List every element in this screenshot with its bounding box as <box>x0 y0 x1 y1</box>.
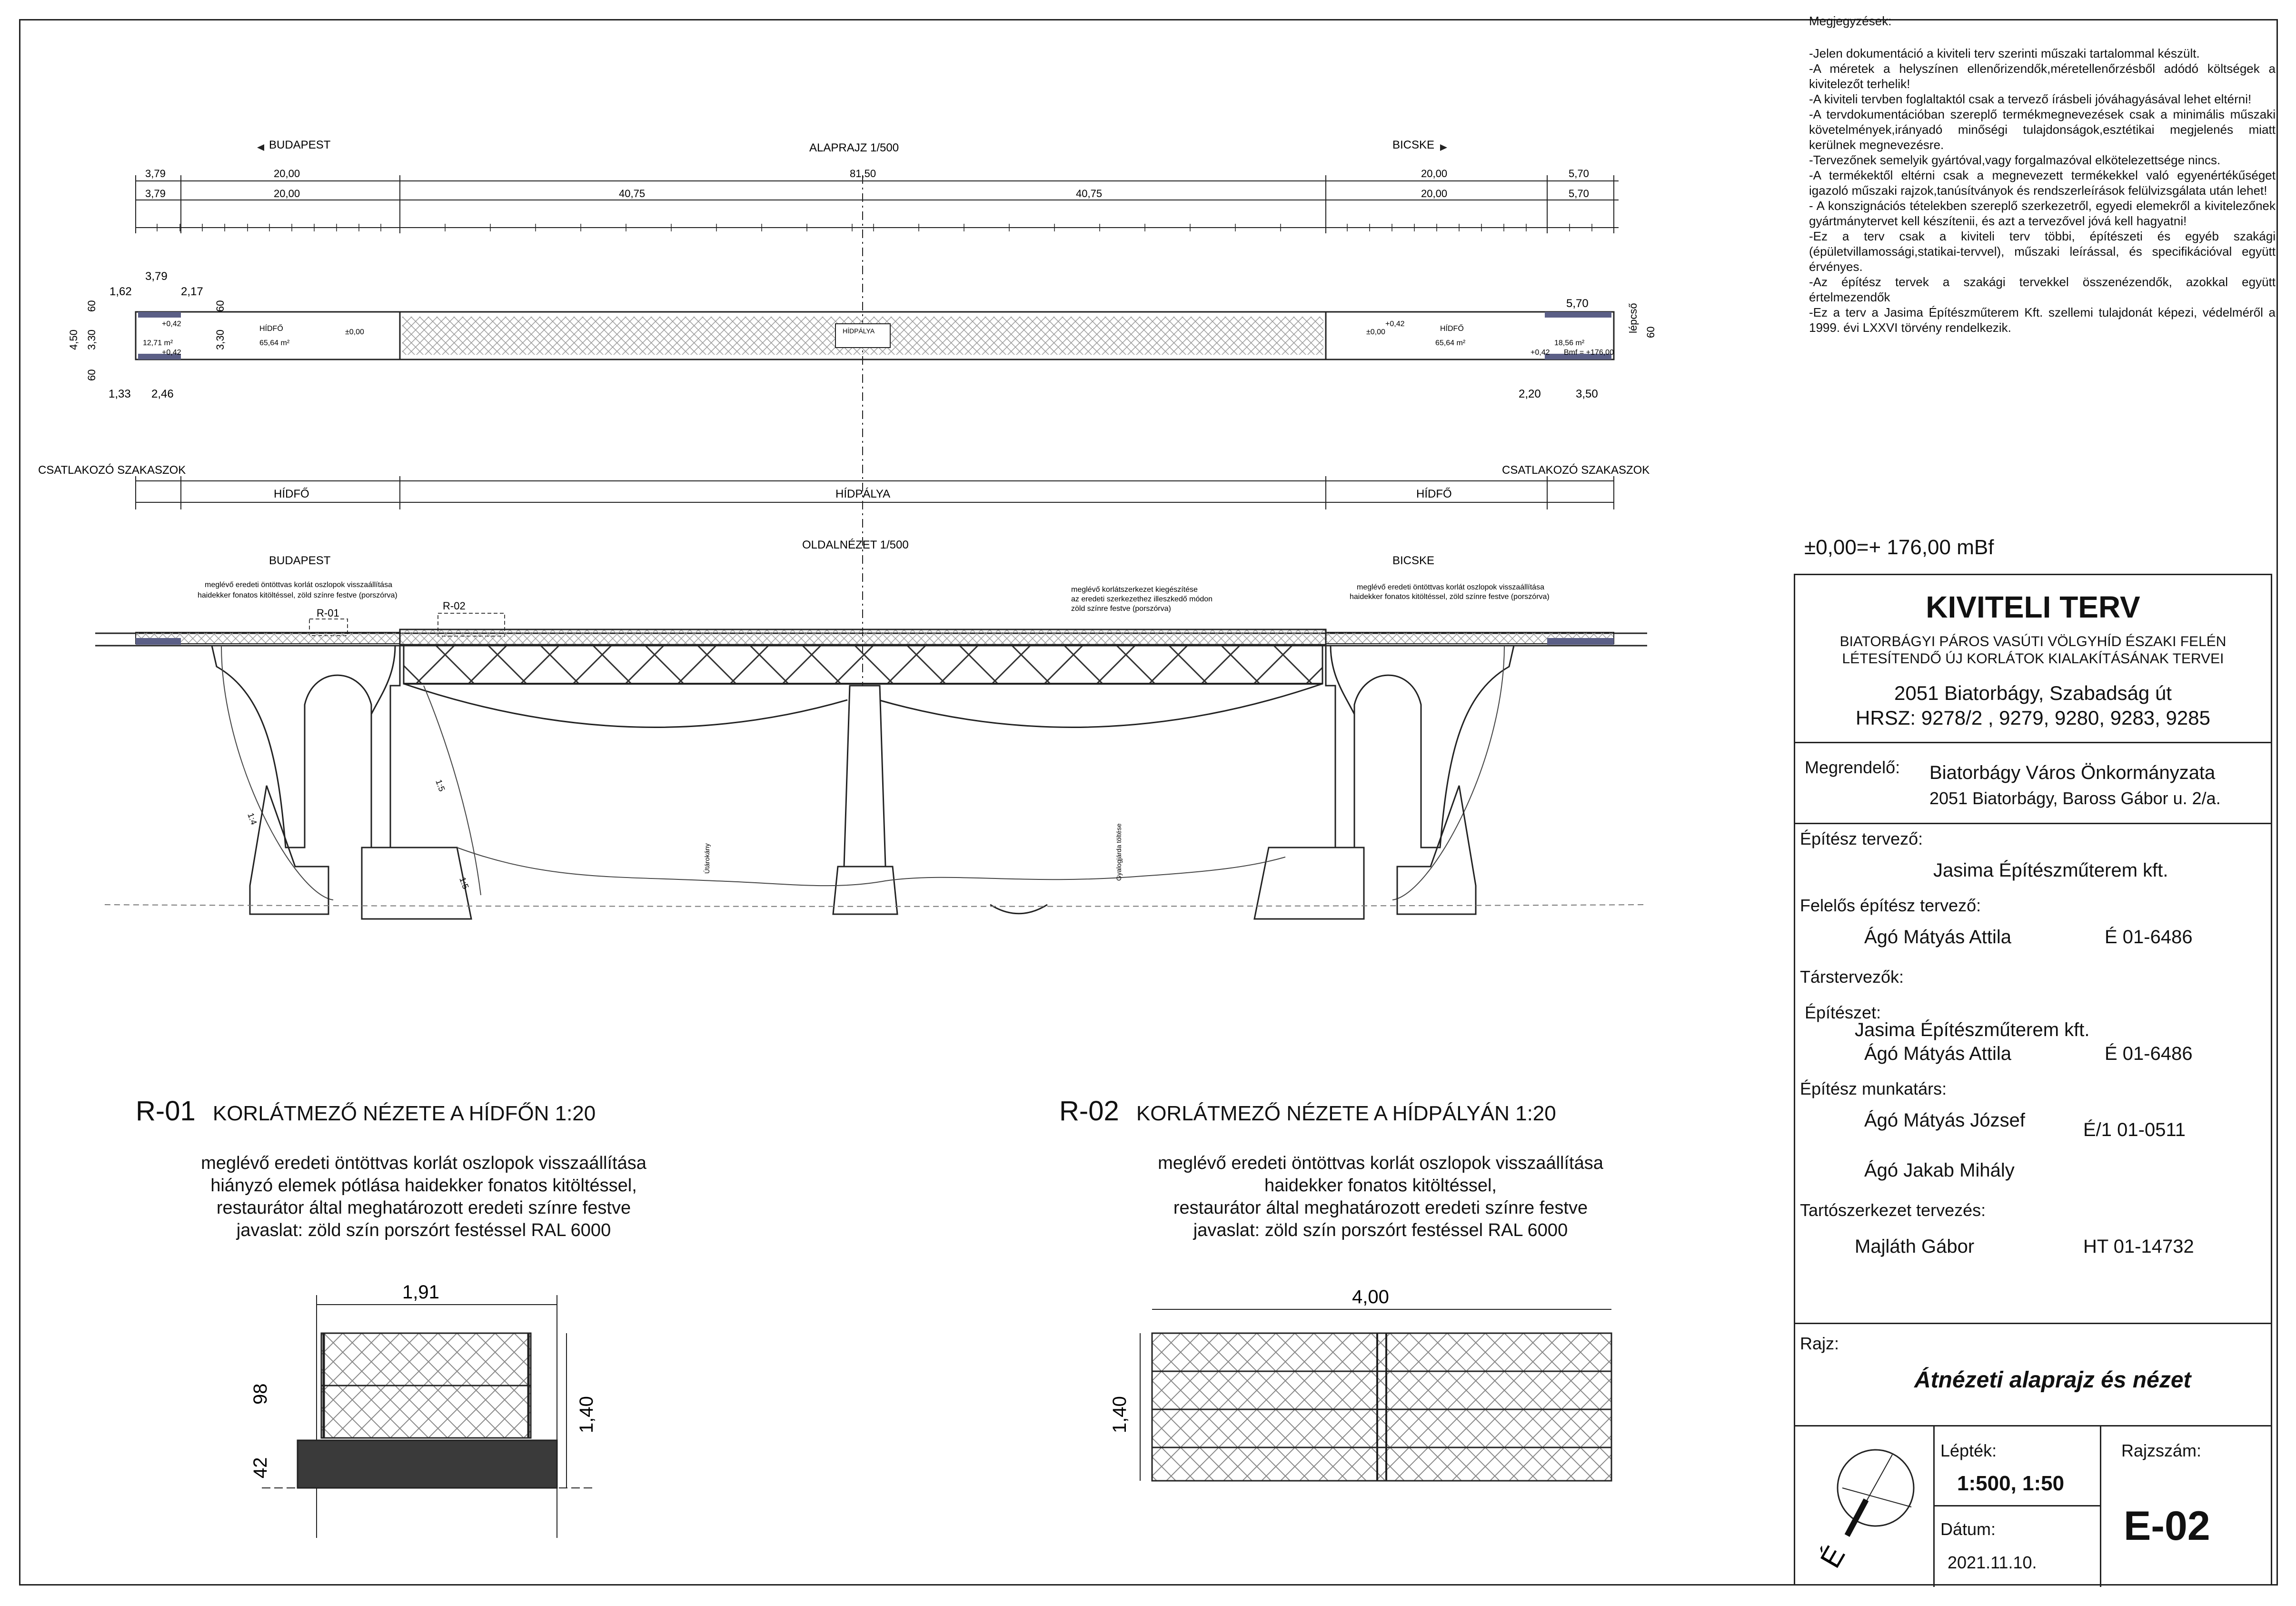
plan-label-left: HÍDFŐ <box>259 325 283 333</box>
elevation-ref-r02: R-02 <box>443 600 466 612</box>
plan-dim-10: 20,00 <box>1421 188 1448 200</box>
architect-name: Jasima Építészműterem kft. <box>1933 860 2168 881</box>
client-cell <box>1795 742 2271 823</box>
note-item: -Az építész tervek a szakági tervekkel összenézendők, azokkal együtt értelmezendők <box>1809 275 2276 304</box>
r01-code: R-01 <box>136 1096 196 1127</box>
plan-level-7: Bmf = +176,00 <box>1564 349 1614 357</box>
elevation-left-town: BUDAPEST <box>269 554 331 567</box>
drawing-cell <box>1795 1323 2271 1425</box>
architecture-sub-firm: Jasima Építészműterem kft. <box>1855 1019 2090 1040</box>
r02-railing-view <box>1109 1287 1611 1481</box>
title-block <box>1794 574 2272 1586</box>
plan-dim-3: 81,50 <box>850 168 876 180</box>
r02-desc-line: restaurátor által meghatározott eredeti színre festve <box>1173 1198 1588 1218</box>
elevation-note-mid-3: zöld színre festve (porszórva) <box>1071 605 1171 613</box>
section-right-joint: CSATLAKOZÓ SZAKASZOK <box>1502 464 1650 477</box>
scale-value: 1:500, 1:50 <box>1957 1472 2065 1495</box>
section-right-abutment: HÍDFŐ <box>1416 488 1452 500</box>
section-left-abutment: HÍDFŐ <box>274 488 309 500</box>
assistant-1-reg: É/1 01-0511 <box>2083 1119 2186 1140</box>
r02-desc-line: haidekker fonatos kitöltéssel, <box>1264 1176 1497 1196</box>
plan-dim-8: 40,75 <box>619 188 646 200</box>
project-subtitle-line-1: BIATORBÁGYI PÁROS VASÚTI VÖLGYHÍD ÉSZAKI FELÉN <box>1839 634 2226 649</box>
section-deck: HÍDPÁLYA <box>835 488 891 500</box>
r01-desc-line: meglévő eredeti öntöttvas korlát oszlopok visszaállítása <box>201 1153 646 1173</box>
plan-left-dim-6: 60 <box>86 300 98 312</box>
plan-right-dim-4: 2,20 <box>1519 388 1541 400</box>
elevation-ground-1: Útárokány <box>703 843 711 874</box>
client-label: Megrendelő: <box>1805 758 1900 777</box>
elevation-slope-1: 1:4 <box>246 811 259 826</box>
plan-title: ALAPRAJZ 1/500 <box>809 141 899 154</box>
plan-label-mid: HÍDPÁLYA <box>843 327 875 335</box>
r01-description <box>162 1152 686 1242</box>
plan-left-dim-2: 3,79 <box>145 270 168 283</box>
plan-left-dim-10: 1,33 <box>109 388 131 400</box>
elevation-title: OLDALNÉZET 1/500 <box>802 539 909 551</box>
r01-railing-view <box>250 1282 597 1538</box>
date-label: Dátum: <box>1940 1519 1996 1539</box>
plan-level-3: ±0,00 <box>345 328 364 336</box>
plan-type-title: KIVITELI TERV <box>1926 590 2140 624</box>
plan-level-5: ±0,00 <box>1366 328 1385 336</box>
plan-dim-6: 3,79 <box>145 188 166 200</box>
level-reference: ±0,00=+ 176,00 mBf <box>1804 536 1994 559</box>
plan-right-dim-1: 5,70 <box>1566 297 1589 310</box>
plan-left-dim-11: 2,46 <box>151 388 174 400</box>
project-address <box>1795 681 2271 730</box>
project-subtitle <box>1795 633 2271 668</box>
r01-title: KORLÁTMEZŐ NÉZETE A HÍDFŐN 1:20 <box>212 1102 596 1125</box>
plan-area-1: 12,71 m² <box>143 339 173 347</box>
meta-divider-right <box>2100 1426 2101 1587</box>
elevation-note-left-2: haidekker fonatos kitöltéssel, zöld színre festve (porszórva) <box>198 591 398 599</box>
section-band <box>38 464 1650 509</box>
plan-dim-4: 20,00 <box>1421 168 1448 180</box>
architect-label: Építész tervező: <box>1800 829 1923 848</box>
plan-level-4: +0,42 <box>1385 320 1405 328</box>
r01-desc-line: hiányzó elemek pótlása haidekker fonatos kitöltéssel, <box>210 1176 637 1196</box>
architecture-sub-name: Ágó Mátyás Attila <box>1864 1043 2012 1064</box>
elevation-note-mid-2: az eredeti szerkezethez illeszkedő módon <box>1071 595 1213 603</box>
general-notes <box>1809 13 2276 335</box>
r02-desc-line: javaslat: zöld szín porszórt festéssel RAL 6000 <box>1193 1220 1568 1240</box>
r02-dim-width: 4,00 <box>1352 1287 1389 1307</box>
plan-dim-9: 40,75 <box>1076 188 1103 200</box>
plan-dim-7: 20,00 <box>274 188 300 200</box>
plan-area-3: 65,64 m² <box>1435 339 1466 347</box>
notes-heading: Megjegyzések: <box>1809 14 1892 28</box>
north-mark: É <box>1814 1540 1851 1573</box>
elevation-slope-3: 1:5 <box>457 876 471 890</box>
r02-dim-height: 1,40 <box>1109 1396 1130 1433</box>
plan-dim-5: 5,70 <box>1569 168 1589 180</box>
plan-left-dim-1: 1,62 <box>109 285 132 298</box>
codesigners-label: Társtervezők: <box>1800 967 1904 987</box>
plan-left-dim-8: 3,30 <box>214 329 226 350</box>
r01-dim-lower: 42 <box>250 1457 271 1478</box>
plan-right-dim-3: 60 <box>1645 326 1657 338</box>
plan-level-2: +0,42 <box>162 349 181 357</box>
sheet-number: E-02 <box>2124 1503 2210 1549</box>
r02-description <box>1119 1152 1642 1242</box>
assistant-2-name: Ágó Jakab Mihály <box>1864 1160 2015 1181</box>
project-address-line-1: 2051 Biatorbágy, Szabadság út <box>1894 682 2172 704</box>
plan-dim-11: 5,70 <box>1569 188 1589 200</box>
plan-left-dim-9: 60 <box>214 300 226 312</box>
r01-desc-line: javaslat: zöld szín porszórt festéssel RAL 6000 <box>236 1220 611 1240</box>
meta-divider-left <box>1933 1426 1935 1587</box>
plan-dim-1: 3,79 <box>145 168 166 180</box>
structural-label: Tartószerkezet tervezés: <box>1800 1200 1986 1220</box>
elevation-view <box>95 539 1647 919</box>
plan-level-1: +0,42 <box>162 320 181 328</box>
r02-heading <box>1059 1095 1556 1127</box>
plan-area-4: 18,56 m² <box>1554 339 1585 347</box>
architect-cell <box>1795 823 2271 1323</box>
responsible-reg: É 01-6486 <box>2105 927 2193 948</box>
plan-left-dim-5: 3,30 <box>86 329 98 350</box>
structural-reg: HT 01-14732 <box>2083 1236 2194 1257</box>
r01-dim-width: 1,91 <box>402 1282 439 1303</box>
plan-left-town: BUDAPEST <box>269 139 331 151</box>
drawing-name: Átnézeti alaprajz és nézet <box>1914 1367 2191 1393</box>
note-item: -A termékektől eltérni csak a megnevezett termékekkel való egyenértékűséget igazoló műszaki rajzok,tanúsítványok és rendszerleírások felülvizsgálata után lehet! <box>1809 168 2276 198</box>
section-left-joint: CSATLAKOZÓ SZAKASZOK <box>38 464 186 477</box>
architecture-sub-reg: É 01-6486 <box>2105 1043 2193 1064</box>
plan-label-right: HÍDFŐ <box>1440 325 1464 333</box>
drawing-label: Rajz: <box>1800 1334 1839 1353</box>
r01-dim-total: 1,40 <box>576 1396 597 1433</box>
project-address-line-2: HRSZ: 9278/2 , 9279, 9280, 9283, 9285 <box>1856 707 2210 729</box>
meta-cell <box>1795 1425 2271 1586</box>
plan-right-dim-2: lépcső <box>1627 303 1639 333</box>
elevation-right-town: BICSKE <box>1392 554 1435 567</box>
elevation-note-left-1: meglévő eredeti öntöttvas korlát oszlopok visszaállítása <box>205 581 392 589</box>
elevation-note-right-1: meglévő eredeti öntöttvas korlát oszlopok visszaállítása <box>1357 583 1544 591</box>
date-value: 2021.11.10. <box>1948 1553 2037 1572</box>
note-item: -Tervezőnek semelyik gyártóval,vagy forgalmazóval elkötelezettsége nincs. <box>1809 153 2221 167</box>
assistant-1-name: Ágó Mátyás József <box>1864 1110 2025 1131</box>
r02-desc-line: meglévő eredeti öntöttvas korlát oszlopok visszaállítása <box>1158 1153 1603 1173</box>
client-address: 2051 Biatorbágy, Baross Gábor u. 2/a. <box>1929 788 2221 808</box>
plan-right-dim-5: 3,50 <box>1576 388 1598 400</box>
note-item: - A konszignációs tételekben szereplő szerkezetről, egyedi elemekről a kivitelezőnek gyártmánytervet kell készítenii, és azt a tervezővel jóvá kell hagyatni! <box>1809 199 2276 228</box>
scale-label: Lépték: <box>1940 1441 1997 1460</box>
r01-dim-upper: 98 <box>250 1383 271 1405</box>
responsible-name: Ágó Mátyás Attila <box>1864 927 2012 948</box>
client-name: Biatorbágy Város Önkormányzata <box>1929 762 2216 783</box>
r02-title: KORLÁTMEZŐ NÉZETE A HÍDPÁLYÁN 1:20 <box>1136 1102 1556 1125</box>
r02-code: R-02 <box>1059 1096 1119 1127</box>
plan-left-dim-7: 60 <box>86 369 98 381</box>
responsible-label: Felelős építész tervező: <box>1800 896 1981 915</box>
elevation-slope-2: 1:5 <box>434 778 447 793</box>
structural-name: Majláth Gábor <box>1855 1236 1975 1257</box>
assistant-label: Építész munkatárs: <box>1800 1079 1947 1098</box>
note-item: -A méretek a helyszínen ellenőrizendők,méretellenőrzésből adódó költségek a kivitelezőt terhelik! <box>1809 61 2276 91</box>
plan-area-2: 65,64 m² <box>259 339 290 347</box>
r01-desc-line: restaurátor által meghatározott eredeti színre festve <box>216 1198 631 1218</box>
elevation-note-right-2: haidekker fonatos kitöltéssel, zöld színre festve (porszórva) <box>1350 593 1550 601</box>
note-item: -A kiviteli tervben foglaltaktól csak a tervező írásbeli jóváhagyásával lehet eltérni! <box>1809 92 2252 106</box>
elevation-note-mid-1: meglévő korlátszerkezet kiegészítése <box>1071 586 1198 594</box>
plan-left-dim-3: 2,17 <box>181 285 203 298</box>
meta-divider-mid <box>1933 1505 2100 1506</box>
elevation-ref-r01: R-01 <box>317 607 339 619</box>
plan-dim-2: 20,00 <box>274 168 300 180</box>
project-subtitle-line-2: LÉTESÍTENDŐ ÚJ KORLÁTOK KIALAKÍTÁSÁNAK TERVEI <box>1842 651 2224 667</box>
elevation-ground-2: Gyalogjárda töltése <box>1115 823 1123 881</box>
plan-left-dim-4: 4,50 <box>68 329 80 350</box>
r01-heading <box>136 1095 596 1127</box>
note-item: -Ez a terv csak a kiviteli terv többi, építészeti és egyéb szakági (épületvillamossági,statikai-tervvel), műszaki leírással, és specifikációval együtt érvényes. <box>1809 229 2276 274</box>
architecture-sub-label: Építészet: <box>1805 1003 1881 1022</box>
note-item: -A tervdokumentációban szereplő termékmegnevezések csak a minimális műszaki követelmények,irányadó minőségi tulajdonságok,esztétikai megjelenés miatt kerülnek megnevezésre. <box>1809 107 2276 152</box>
note-item: -Ez a terv a Jasima Építészműterem Kft. szellemi tulajdonát képezi, védelméről a 1999. évi LXXVI törvény rendelkezik. <box>1809 305 2276 335</box>
note-item: -Jelen dokumentáció a kiviteli terv szerinti műszaki tartalommal készült. <box>1809 46 2200 60</box>
plan-right-town: BICSKE <box>1392 139 1435 151</box>
sheet-number-label: Rajzszám: <box>2121 1441 2202 1460</box>
plan-level-6: +0,42 <box>1531 349 1550 357</box>
